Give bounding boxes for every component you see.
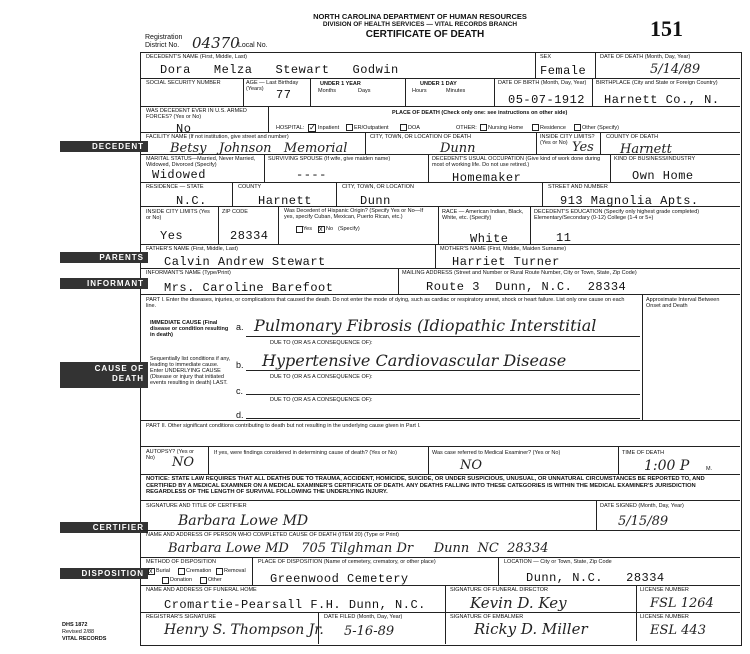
sex-label: SEX bbox=[540, 54, 552, 60]
mother-label: MOTHER'S NAME (First, Middle, Maiden Surname) bbox=[440, 246, 567, 252]
decedent-name: Dora Melza Stewart Godwin bbox=[160, 63, 399, 77]
informant-address-label: MAILING ADDRESS (Street and Number or Rural Route Number, City or Town, State, Zip Code) bbox=[402, 270, 637, 276]
removal-label: Removal bbox=[224, 568, 246, 574]
disp-location: Dunn, N.C. 28334 bbox=[526, 571, 665, 585]
funeral-home-label: NAME AND ADDRESS OF FUNERAL HOME bbox=[146, 587, 257, 593]
license-fd-label: LICENSE NUMBER bbox=[640, 587, 689, 593]
informant-name-label: INFORMANT'S NAME (Type/Print) bbox=[146, 270, 231, 276]
education-value: 11 bbox=[556, 231, 572, 245]
me-label: Was case referred to Medical Examiner? (Yes or No) bbox=[432, 450, 561, 456]
sequential-label: Sequentially list conditions if any, leading to immediate cause. Enter UNDERLYING CAUSE (Disease or injury that initiated events resulting in death) LAST. bbox=[150, 356, 231, 386]
business-value: Own Home bbox=[632, 169, 694, 183]
marital-label: MARITAL STATUS—Married, Never Married, Widowed, Divorced (Specify) bbox=[146, 156, 256, 168]
dob-label: DATE OF BIRTH (Month, Day, Year) bbox=[498, 80, 587, 86]
license-fd: FSL 1264 bbox=[650, 596, 714, 611]
notice-text: NOTICE: STATE LAW REQUIRES THAT ALL DEATHS DUE TO TRAUMA, ACCIDENT, HOMICIDE, SUICIDE, OR UNDER SUSPICIOUS, UNUSUAL, OR UNNATURAL CIRCUMSTANCES BE REPORTED TO, AND CERTIFIED BY A MEDICAL EXAMINER ON A MEDICAL EXAMINER'S CERTIFICATE OF DEATH. ANY DEATHS FALLING INTO THESE CATEGORIES IS WITHIN THE MEDICAL EXAMINER'S JURISDICTION REGARDLESS OF THE LENGTH OF SURVIVAL FOLLOWING THE UNDERLYING INJURY. bbox=[146, 476, 705, 495]
age-label: AGE — Last Birthday (Years) bbox=[246, 80, 299, 92]
res-city-label: CITY, TOWN, OR LOCATION bbox=[342, 184, 415, 190]
informant-name: Mrs. Caroline Barefoot bbox=[164, 281, 334, 295]
residence-label: Residence bbox=[540, 125, 566, 131]
hospital-label: HOSPITAL: bbox=[276, 125, 305, 131]
form-vital: VITAL RECORDS bbox=[62, 636, 107, 642]
dept-title: NORTH CAROLINA DEPARTMENT OF HUMAN RESOURCES bbox=[313, 12, 527, 21]
cause-section-tag bbox=[60, 362, 148, 388]
er-label: ER/Outpatient bbox=[354, 125, 389, 131]
form-revised: Revised 2/88 bbox=[62, 629, 95, 635]
zip-label: ZIP CODE bbox=[222, 209, 248, 215]
other-disp-checkbox[interactable] bbox=[200, 577, 207, 584]
race-value: White bbox=[470, 232, 509, 246]
name-addr-label: NAME AND ADDRESS OF PERSON WHO COMPLETED CAUSE OF DEATH (ITEM 20) (Type or Print) bbox=[146, 532, 399, 538]
place-of-death-label: PLACE OF DEATH (Check only one: see instructions on other side) bbox=[392, 110, 568, 116]
county-of-death-label: COUNTY OF DEATH bbox=[606, 134, 659, 140]
hispanic-label: Was Decedent of Hispanic Origin? (Specify Yes or No—If yes, specify Cuban, Mexican, Puerto Rican, etc.) bbox=[284, 208, 424, 220]
date-signed-label: DATE SIGNED (Month, Day, Year) bbox=[600, 503, 684, 509]
facility-label: FACILITY NAME (If not institution, give street and number) bbox=[146, 134, 289, 140]
father-value: Calvin Andrew Stewart bbox=[164, 255, 326, 269]
street-label: STREET AND NUMBER bbox=[548, 184, 608, 190]
race-label: RACE — American Indian, Black, White, etc. (Specify) bbox=[442, 209, 524, 221]
birthplace-label: BIRTHPLACE (City and State or Foreign Country) bbox=[596, 80, 718, 86]
due-to-3: DUE TO (OR AS A CONSEQUENCE OF): bbox=[270, 397, 373, 403]
time-suffix: M. bbox=[706, 466, 713, 472]
line-c-marker: c. bbox=[236, 386, 244, 396]
removal-checkbox[interactable] bbox=[216, 568, 223, 575]
date-signed: 5/15/89 bbox=[618, 514, 669, 529]
date-filed-label: DATE FILED (Month, Day, Year) bbox=[324, 614, 403, 620]
hours-label: Hours bbox=[412, 88, 427, 94]
sex-value: Female bbox=[540, 64, 587, 78]
ssn-label: SOCIAL SECURITY NUMBER bbox=[146, 80, 221, 86]
certifier-signature: Barbara Lowe MD bbox=[178, 513, 309, 529]
me-value: NO bbox=[460, 458, 483, 473]
district-label: District No. bbox=[145, 42, 180, 49]
fd-sig-label: SIGNATURE OF FUNERAL DIRECTOR bbox=[450, 587, 548, 593]
hispanic-yes-checkbox[interactable] bbox=[296, 226, 303, 233]
form-number: DHS 1872 bbox=[62, 622, 88, 628]
armed-forces-label: WAS DECEDENT EVER IN U.S. ARMED FORCES? (Yes or No) bbox=[146, 108, 247, 120]
under-1-day-label: UNDER 1 DAY bbox=[420, 81, 457, 87]
occupation-label: DECEDENT'S USUAL OCCUPATION (Give kind of work done during most of working life. Do not use retired.) bbox=[432, 156, 601, 168]
res-city: Dunn bbox=[360, 194, 391, 208]
minutes-label: Minutes bbox=[446, 88, 466, 94]
disp-location-label: LOCATION — City or Town, State, Zip Code bbox=[504, 559, 612, 565]
interval-label: Approximate Interval Between Onset and Death bbox=[646, 297, 720, 309]
armed-forces-value: No bbox=[176, 122, 192, 136]
other-label: OTHER: bbox=[456, 125, 477, 131]
burial-label: Burial bbox=[156, 568, 171, 574]
district-number: 04370 bbox=[192, 34, 240, 52]
certifier-sig-label: SIGNATURE AND TITLE OF CERTIFIER bbox=[146, 503, 247, 509]
inpatient-label: Inpatient bbox=[318, 125, 340, 131]
county-of-death: Harnett bbox=[620, 142, 672, 157]
part2-label: PART II. Other significant conditions contributing to death but not resulting in the underlying cause given in Part I. bbox=[146, 423, 421, 429]
city-of-death-label: CITY, TOWN, OR LOCATION OF DEATH bbox=[370, 134, 471, 140]
donation-checkbox[interactable] bbox=[162, 577, 169, 584]
marital-value: Widowed bbox=[152, 168, 206, 182]
res-county: Harnett bbox=[258, 194, 312, 208]
residence-checkbox[interactable] bbox=[532, 124, 539, 131]
due-to-2: DUE TO (OR AS A CONSEQUENCE OF): bbox=[270, 374, 373, 380]
cause-tag-line1: CAUSE OF bbox=[94, 364, 144, 373]
informant-section-tag: INFORMANT bbox=[60, 278, 148, 289]
embalmer-signature: Ricky D. Miller bbox=[474, 620, 588, 638]
license-emb-label: LICENSE NUMBER bbox=[640, 614, 689, 620]
er-checkbox[interactable] bbox=[346, 124, 353, 131]
inside-limits-label: INSIDE CITY LIMITS? (Yes or No) bbox=[540, 134, 595, 146]
spouse-value: ---- bbox=[296, 168, 327, 182]
burial-checkbox[interactable]: x bbox=[148, 568, 155, 575]
immediate-cause-label: IMMEDIATE CAUSE (Final disease or condition resulting in death) bbox=[150, 320, 229, 338]
other-specify-label: Other (Specify) bbox=[582, 125, 619, 131]
age-value: 77 bbox=[276, 88, 292, 102]
disp-place: Greenwood Cemetery bbox=[270, 572, 409, 586]
due-to-1: DUE TO (OR AS A CONSEQUENCE OF): bbox=[270, 340, 373, 346]
nursing-checkbox[interactable] bbox=[480, 124, 487, 131]
res-state: N.C. bbox=[176, 194, 207, 208]
registration-label: Registration bbox=[145, 34, 183, 41]
cause-line-a: Pulmonary Fibrosis (Idiopathic Interstitial bbox=[254, 316, 597, 335]
days-label: Days bbox=[358, 88, 371, 94]
funeral-home: Cromartie-Pearsall F.H. Dunn, N.C. bbox=[164, 598, 426, 612]
res-inside-label: INSIDE CITY LIMITS (Yes or No) bbox=[146, 209, 210, 221]
inpatient-checkbox[interactable]: ✓ bbox=[309, 123, 316, 132]
registrar-signature: Henry S. Thompson Jr. bbox=[164, 622, 324, 638]
part1-label: PART I. Enter the diseases, injuries, or complications that caused the death. Do not enter the mode of dying, such as cardiac or respiratory arrest, shock or heart failure. List only one cause on each line. bbox=[146, 297, 625, 309]
date-of-death: 5/14/89 bbox=[650, 62, 701, 77]
hispanic-no-label: No bbox=[326, 226, 334, 232]
donation-label: Donation bbox=[170, 577, 193, 583]
months-label: Months bbox=[318, 88, 337, 94]
autopsy-label: AUTOPSY? (Yes or No) bbox=[146, 449, 194, 461]
method-label: METHOD OF DISPOSITION bbox=[146, 559, 216, 565]
occupation-value: Homemaker bbox=[452, 171, 522, 185]
embalmer-label: SIGNATURE OF EMBALMER bbox=[450, 614, 524, 620]
disp-place-label: PLACE OF DISPOSITION (Name of cemetery, crematory, or other place) bbox=[258, 559, 436, 565]
father-label: FATHER'S NAME (First, Middle, Last) bbox=[146, 246, 239, 252]
date-of-death-label: DATE OF DEATH (Month, Day, Year) bbox=[600, 54, 691, 60]
mother-value: Harriet Turner bbox=[452, 255, 560, 269]
license-emb: ESL 443 bbox=[650, 623, 706, 638]
registrar-label: REGISTRAR'S SIGNATURE bbox=[146, 614, 217, 620]
line-b-marker: b. bbox=[236, 360, 244, 370]
decedent-name-label: DECEDENT'S NAME (First, Middle, Last) bbox=[146, 54, 247, 60]
zip-value: 28334 bbox=[230, 229, 269, 243]
res-state-label: RESIDENCE — STATE bbox=[146, 184, 204, 190]
cause-line-b: Hypertensive Cardiovascular Disease bbox=[262, 351, 567, 370]
street-value: 913 Magnolia Apts. bbox=[560, 194, 699, 208]
line-d-marker: d. bbox=[236, 410, 244, 420]
certificate-number: 151 bbox=[650, 16, 683, 41]
parents-section-tag: PARENTS bbox=[60, 252, 148, 263]
certifier-section-tag: CERTIFIER bbox=[60, 522, 148, 533]
time-label: TIME OF DEATH bbox=[622, 450, 665, 456]
hispanic-no-checkbox[interactable]: x bbox=[318, 226, 325, 233]
other-disp-label: Other bbox=[208, 577, 222, 583]
doa-label: DOA bbox=[408, 125, 420, 131]
cremation-label: Cremation bbox=[186, 568, 212, 574]
dob-value: 05-07-1912 bbox=[508, 93, 586, 107]
cremation-checkbox[interactable] bbox=[178, 568, 185, 575]
local-label: Local No. bbox=[238, 42, 268, 49]
other-specify-checkbox[interactable] bbox=[574, 124, 581, 131]
education-label: DECEDENT'S EDUCATION (Specify only highest grade completed) Elementary/Secondary (0-12) College (1-4 or 5+) bbox=[534, 209, 700, 221]
res-county-label: COUNTY bbox=[238, 184, 262, 190]
facility-value: Betsy Johnson Memorial bbox=[170, 141, 348, 156]
document-title: CERTIFICATE OF DEATH bbox=[365, 29, 485, 40]
doa-checkbox[interactable] bbox=[400, 124, 407, 131]
name-addr-value: Barbara Lowe MD 705 Tilghman Dr Dunn NC 28334 bbox=[168, 541, 549, 556]
birthplace-value: Harnett Co., N. bbox=[604, 93, 720, 107]
hispanic-specify-label: (Specify) bbox=[338, 226, 360, 232]
findings-label: If yes, were findings considered in determining cause of death? (Yes or No) bbox=[214, 450, 397, 456]
spouse-label: SURVIVING SPOUSE (If wife, give maiden name) bbox=[268, 156, 391, 162]
cause-tag-line2: DEATH bbox=[112, 374, 144, 383]
hispanic-yes-label: Yes bbox=[303, 226, 312, 232]
inside-limits-value: Yes bbox=[572, 140, 594, 155]
autopsy-value: NO bbox=[172, 455, 195, 470]
nursing-label: Nursing Home bbox=[488, 125, 524, 131]
decedent-section-tag: DECEDENT bbox=[60, 141, 148, 152]
date-filed: 5-16-89 bbox=[344, 624, 395, 639]
business-label: KIND OF BUSINESS/INDUSTRY bbox=[614, 156, 696, 162]
line-a-marker: a. bbox=[236, 322, 244, 332]
disposition-section-tag: DISPOSITION bbox=[60, 568, 148, 579]
informant-address: Route 3 Dunn, N.C. 28334 bbox=[426, 280, 627, 294]
res-inside: Yes bbox=[160, 229, 184, 243]
division-title: DIVISION OF HEALTH SERVICES — VITAL RECORDS BRANCH bbox=[322, 21, 518, 28]
city-of-death: Dunn bbox=[440, 141, 476, 156]
time-value: 1:00 P bbox=[644, 458, 690, 474]
fd-signature: Kevin D. Key bbox=[470, 594, 567, 612]
under-1-year-label: UNDER 1 YEAR bbox=[320, 81, 361, 87]
